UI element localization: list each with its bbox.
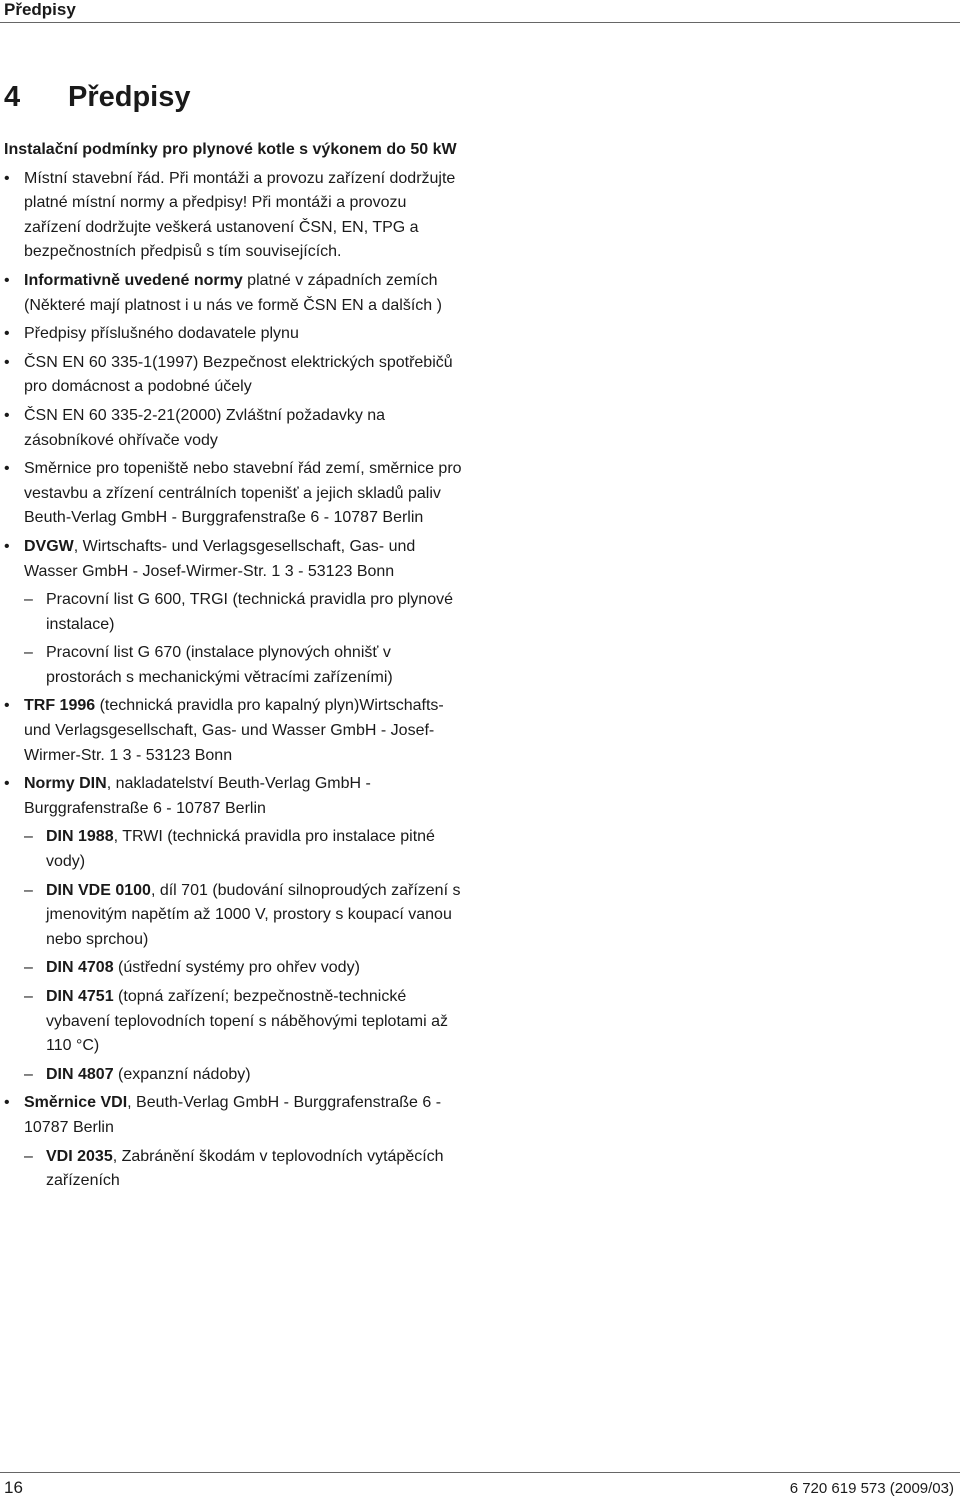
sub-list-item <box>24 956 464 981</box>
sub-item-bold-term: DIN 1988 <box>46 828 114 846</box>
sub-item-bold-term: DIN 4807 <box>46 1065 114 1083</box>
list-item-text: ČSN EN 60 335-2-21(2000) Zvláštní požadavky na zásobníkové ohřívače vody <box>24 406 386 449</box>
sub-item-text: (ústřední systémy pro ohřev vody) <box>113 959 360 977</box>
list-item-bold-term: Směrnice VDI <box>24 1094 128 1112</box>
bullet-marker: • <box>4 537 10 555</box>
list-item <box>4 404 464 453</box>
sub-item-text: , TRWI (technická pravidla pro instalace pitné vody) <box>46 828 435 871</box>
list-item-text: Místní stavební řád. Při montáži a provozu zařízení dodržujte platné místní normy a předpisy! Při montáži a provozu zařízení dodržujte veškerá ustanovení ČSN, EN, TPG a bezpečnostních předpisů s tím souvisejících. <box>24 169 456 261</box>
chapter-title: Předpisy <box>68 81 191 113</box>
list-item-text: , Beuth-Verlag GmbH - Burggrafenstraße 6 - 10787 Berlin <box>24 1094 442 1136</box>
intro-heading: Instalační podmínky pro plynové kotle s výkonem do 50 kW <box>4 141 457 158</box>
sub-item-text: , díl 701 (budování silnoproudých zařízení s jmenovitým napětím až 1000 V, prostory s koupací vanou nebo sprchou) <box>46 881 461 948</box>
list-item-text: ČSN EN 60 335-1(1997) Bezpečnost elektrických spotřebičů pro domácnost a podobné účely <box>24 353 453 396</box>
sub-item-text: Pracovní list G 670 (instalace plynových ohnišť v prostorách s mechanickými větracími zařízeními) <box>46 644 393 686</box>
page-number: 16 <box>4 1478 23 1497</box>
list-item-bold-term: DVGW <box>24 537 74 555</box>
dash-marker: – <box>24 828 33 846</box>
dash-marker: – <box>24 959 33 977</box>
list-item <box>4 322 464 347</box>
footer-divider <box>0 1472 960 1473</box>
sub-list <box>24 825 464 1087</box>
chapter-number: 4 <box>4 81 21 113</box>
sub-list-item <box>24 1145 464 1194</box>
bullet-marker: • <box>4 460 10 478</box>
sub-list-item <box>24 825 464 874</box>
sub-item-text: , Zabránění škodám v teplovodních vytápěcích zařízeních <box>46 1147 444 1190</box>
list-item-bold-term: TRF 1996 <box>24 697 96 715</box>
bullet-marker: • <box>4 697 10 715</box>
bullet-marker: • <box>4 1094 10 1112</box>
sub-list-item <box>24 985 464 1059</box>
sub-list-item <box>24 641 464 690</box>
sub-item-text: (topná zařízení; bezpečnostně-technické vybavení teplovodních topení s náběhovými teplotami až 110 °C) <box>46 988 449 1055</box>
sub-list-item <box>24 1063 464 1088</box>
bullet-marker: • <box>4 775 10 793</box>
sub-item-text: Pracovní list G 600, TRGI (technická pravidla pro plynové instalace) <box>46 591 453 633</box>
dash-marker: – <box>24 591 33 609</box>
list-item <box>4 269 464 318</box>
list-item-text: Směrnice pro topeniště nebo stavební řád zemí, směrnice pro vestavbu a zřízení centrálních topenišť a jejich skladů paliv Beuth-Verlag GmbH - Burggrafenstraße 6 - 10787 Berlin <box>24 460 462 527</box>
sub-list <box>24 1145 464 1194</box>
bullet-marker: • <box>4 353 10 371</box>
sub-list-item <box>24 879 464 953</box>
list-item <box>4 694 464 768</box>
document-number: 6 720 619 573 (2009/03) <box>789 1480 954 1497</box>
dash-marker: – <box>24 881 33 899</box>
dash-marker: – <box>24 988 33 1005</box>
chapter-heading <box>4 78 191 116</box>
sub-list-item <box>24 588 464 637</box>
header-divider <box>0 22 960 23</box>
dash-marker: – <box>24 1147 33 1165</box>
list-item-text: Předpisy příslušného dodavatele plynu <box>24 325 299 343</box>
sub-item-bold-term: DIN 4708 <box>46 959 114 977</box>
list-item <box>4 1091 464 1193</box>
list-item <box>4 167 464 265</box>
running-header-title: Předpisy <box>4 0 76 19</box>
regulations-content <box>4 138 464 1198</box>
sub-item-bold-term: DIN 4751 <box>46 988 114 1005</box>
list-item <box>4 772 464 1087</box>
dash-marker: – <box>24 1065 33 1083</box>
list-item-text: , Wirtschafts- und Verlagsgesellschaft, Gas- und Wasser GmbH - Josef-Wirmer-Str. 1 3 - 53123 Bonn <box>24 537 416 580</box>
regulations-list <box>4 167 464 1194</box>
list-item <box>4 457 464 531</box>
list-item-text: , nakladatelství Beuth-Verlag GmbH - Burggrafenstraße 6 - 10787 Berlin <box>24 775 371 817</box>
list-item-text: (technická pravidla pro kapalný plyn)Wirtschafts- und Verlagsgesellschaft, Gas- und Wasser GmbH - Josef-Wirmer-Str. 1 3 - 53123 Bonn <box>24 697 444 764</box>
list-item <box>4 351 464 400</box>
list-item-bold-term: Normy DIN <box>24 775 107 793</box>
sub-item-text: (expanzní nádoby) <box>113 1065 251 1083</box>
list-item-text: platné v západních zemích (Některé mají platnost i u nás ve formě ČSN EN a dalších ) <box>24 271 442 314</box>
sub-list <box>24 588 464 690</box>
bullet-marker: • <box>4 325 10 343</box>
list-item-bold-term: Informativně uvedené normy <box>24 271 243 289</box>
list-item <box>4 535 464 691</box>
sub-item-bold-term: VDI 2035 <box>46 1147 113 1165</box>
dash-marker: – <box>24 644 33 662</box>
bullet-marker: • <box>4 169 10 187</box>
bullet-marker: • <box>4 406 10 424</box>
bullet-marker: • <box>4 271 10 289</box>
sub-item-bold-term: DIN VDE 0100 <box>46 881 151 899</box>
